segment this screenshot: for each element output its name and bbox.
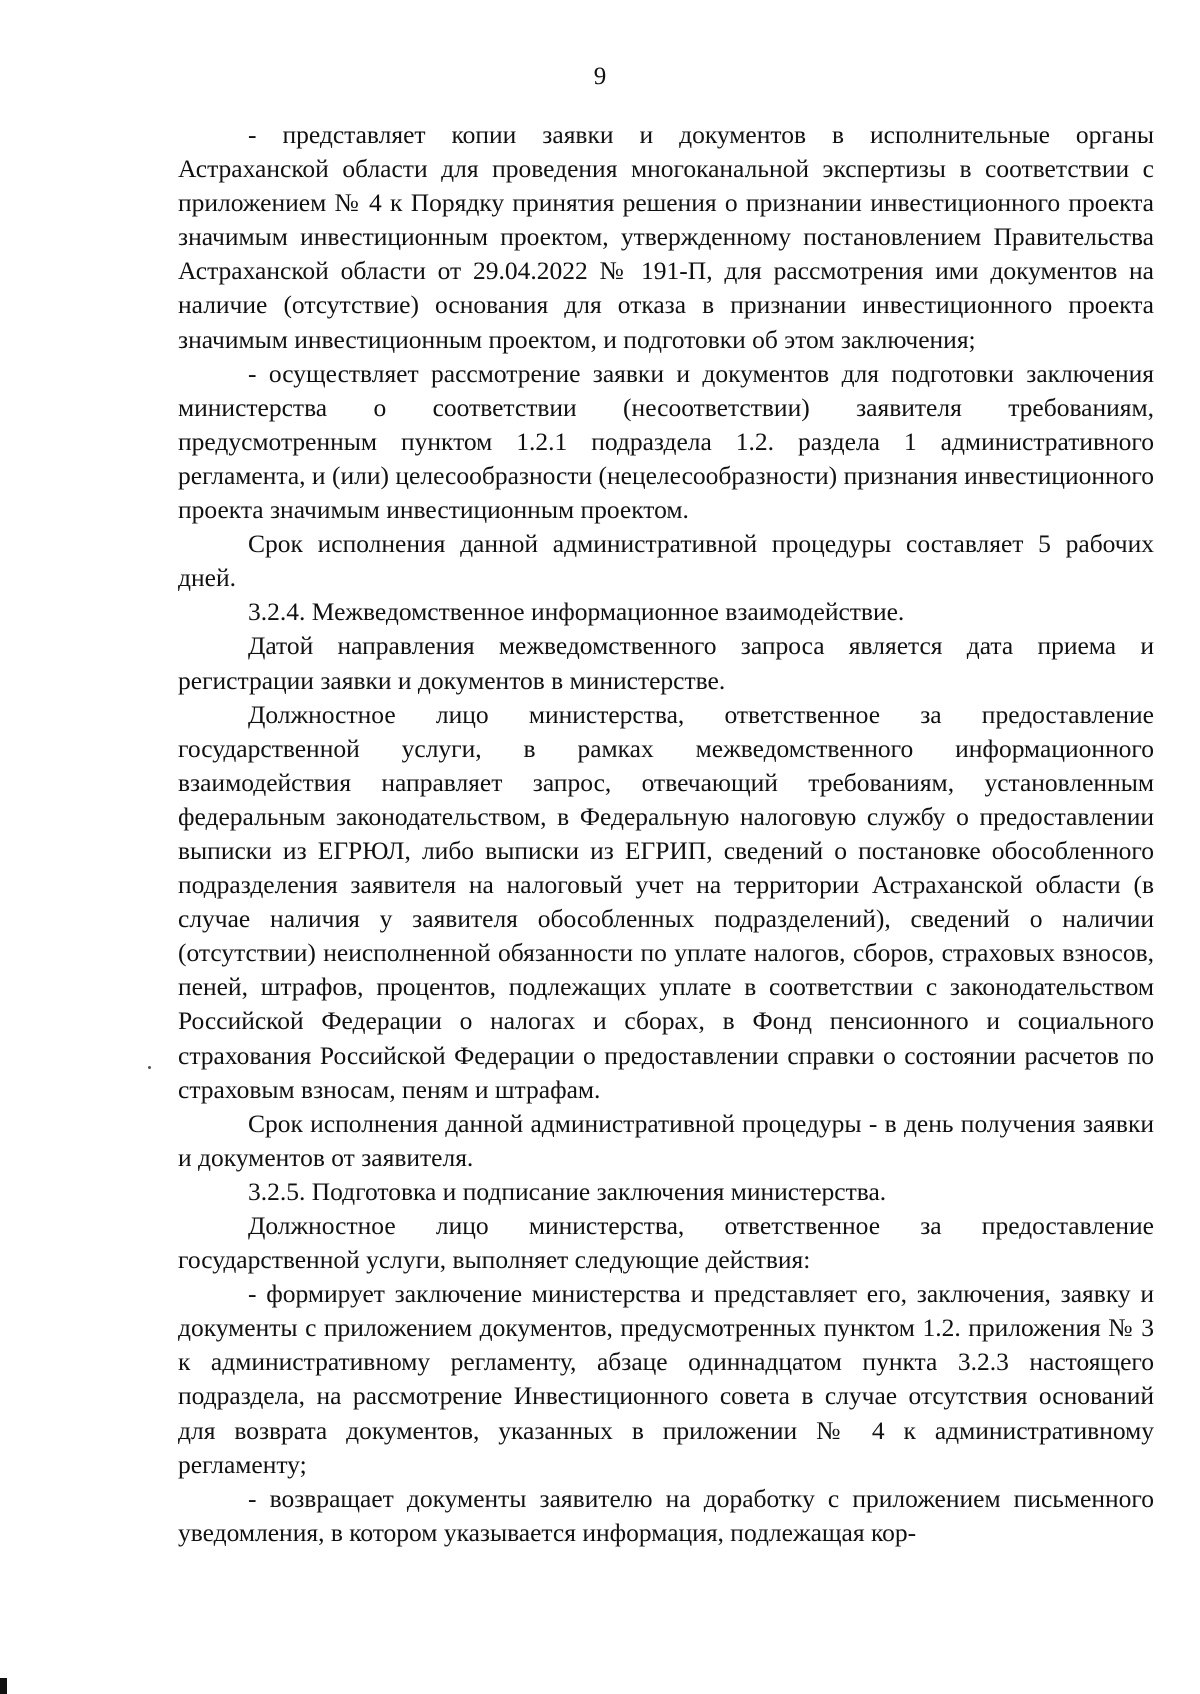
paragraph-interagency-request: Должностное лицо министерства, ответственное за предоставление государственной услуги, в рамках межведомственного информационного взаимодействия направляет запрос, отвечающий требованиям, установленным федеральным законодательством, в Федеральную налоговую службу о предоставлении выписки из ЕГРЮЛ, либо выписки из ЕГРИП, сведений о постановке обособленного подразделения заявителя на налоговый учет на территории Астраханской области (в случае наличия у заявителя обособленных подразделений), сведений о наличии (отсутствии) неисполненной обязанности по уплате налогов, сборов, страховых взносов, пеней, штрафов, процентов, подлежащих уплате в соответствии с законодательством Российской Федерации о налогах и сборах, в Фонд пенсионного и социального страхования Российской Федерации о предоставлении справки о состоянии расчетов по страховым взносам, пеням и штрафам.: [178, 699, 1154, 1104]
paragraph-deadline-same-day: Срок исполнения данной административной процедуры - в день получения заявки и документов от заявителя.: [178, 1108, 1154, 1172]
section-heading-3-2-4: 3.2.4. Межведомственное информационное взаимодействие.: [248, 597, 905, 627]
paragraph-deadline-5-days: Срок исполнения данной административной процедуры составляет 5 рабочих дней.: [178, 529, 1154, 593]
paragraph-request-date: Датой направления межведомственного запроса является дата приема и регистрации заявки и документов в министерстве.: [178, 631, 1154, 695]
section-heading-3-2-5: 3.2.5. Подготовка и подписание заключения министерства.: [248, 1176, 887, 1206]
scan-edge-mark: [0, 1678, 7, 1694]
paragraph-return-documents: - возвращает документы заявителю на доработку с приложением письменного уведомления, в котором указывается информация, подлежащая кор-: [178, 1483, 1154, 1547]
document-body: [178, 118, 1154, 1550]
paragraph-official-actions: Должностное лицо министерства, ответственное за предоставление государственной услуги, выполняет следующие действия:: [178, 1211, 1154, 1275]
paragraph-review-application: - осуществляет рассмотрение заявки и документов для подготовки заключения министерства о соответствии (несоответствии) заявителя требованиям, предусмотренным пунктом 1.2.1 подраздела 1.2. раздела 1 административного регламента, и (или) целесообразности (нецелесообразности) признания инвестиционного проекта значимым инвестиционным проектом.: [178, 358, 1154, 525]
page-number: 9: [593, 63, 607, 90]
paragraph-submit-copies: - представляет копии заявки и документов в исполнительные органы Астраханской области для проведения многоканальной экспертизы в соответствии с приложением № 4 к Порядку принятия решения о признании инвестиционного проекта значимым инвестиционным проектом, утвержденному постановлением Правительства Астраханской области от 29.04.2022 № 191-П, для рассмотрения ими документов на наличие (отсутствие) основания для отказа в признании инвестиционного проекта значимым инвестиционным проектом, и подготовки об этом заключения;: [178, 120, 1154, 354]
paragraph-form-conclusion: - формирует заключение министерства и представляет его, заключения, заявку и документы с приложением документов, предусмотренных пунктом 1.2. приложения № 3 к административному регламенту, абзаце одиннадцатом пункта 3.2.3 настоящего подраздела, на рассмотрение Инвестиционного совета в случае отсутствия оснований для возврата документов, указанных в приложении № 4 к административному регламенту;: [178, 1279, 1154, 1479]
scan-speck: [148, 1066, 151, 1069]
